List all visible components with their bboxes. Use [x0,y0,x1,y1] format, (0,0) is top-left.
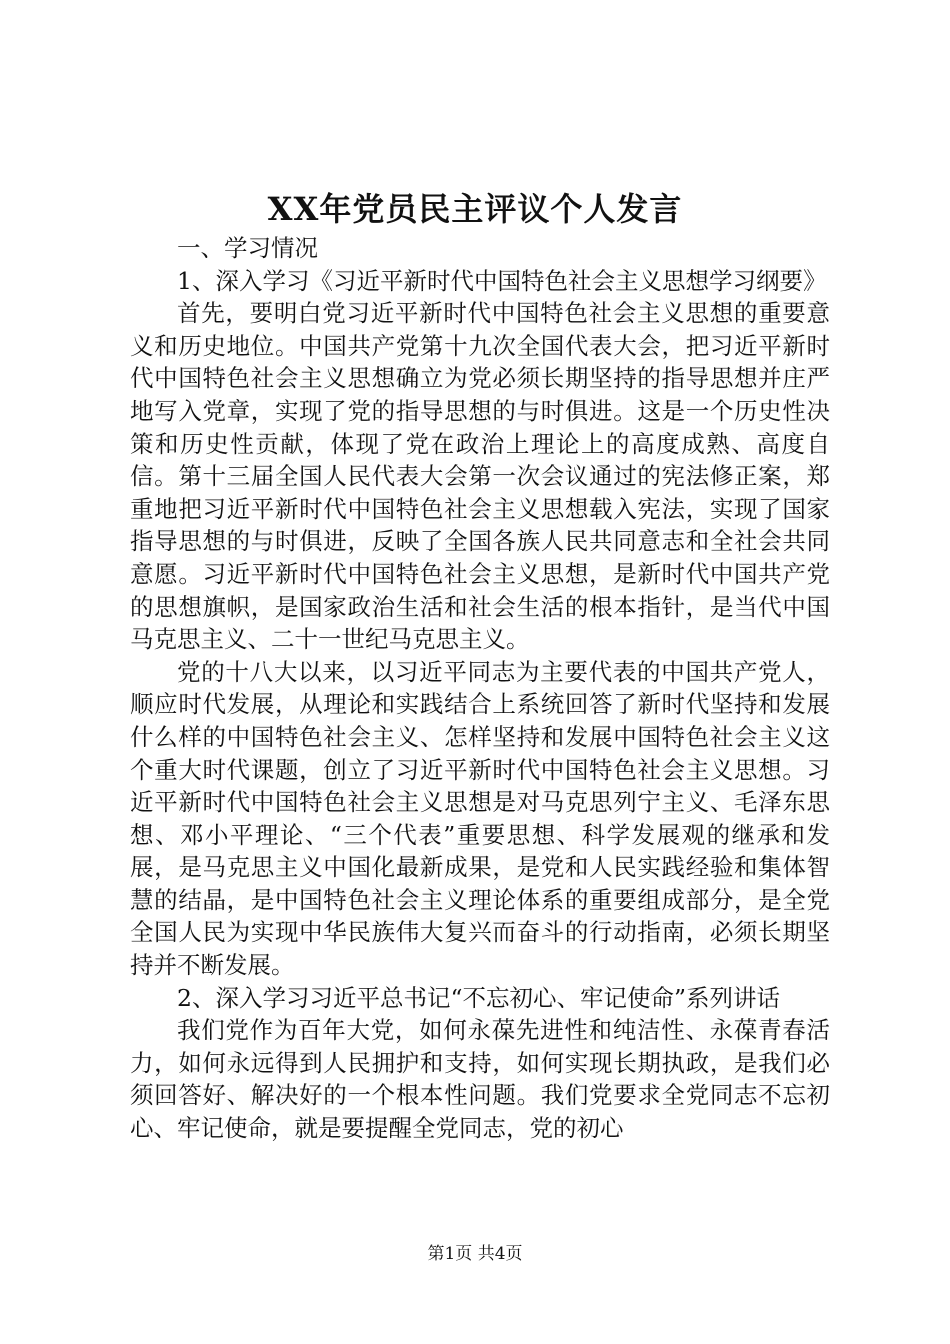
subsection-heading: 1、深入学习《习近平新时代中国特色社会主义思想学习纲要》 [177,266,827,295]
document-body [130,232,830,1145]
section-heading: 一、学习情况 [177,234,318,262]
document-title: XX年党员民主评议个人发言 [267,190,683,228]
body-paragraph: 首先，要明白党习近平新时代中国特色社会主义思想的重要意义和历史地位。中国共产党第十九次全国代表大会，把习近平新时代中国特色社会主义思想确立为党必须长期坚持的指导思想并庄严地写入党章，实现了党的指导思想的与时俱进。这是一个历史性决策和历史性贡献，体现了党在政治上理论上的高度成熟、高度自信。第十三届全国人民代表大会第一次会议通过的宪法修正案，郑重地把习近平新时代中国特色社会主义思想载入宪法，实现了国家指导思想的与时俱进，反映了全国各族人民共同意志和全社会共同意愿。习近平新时代中国特色社会主义思想，是新时代中国共产党的思想旗帜，是国家政治生活和社会生活的根本指针，是当代中国马克思主义、二十一世纪马克思主义。 [130,299,830,654]
body-paragraph: 党的十八大以来，以习近平同志为主要代表的中国共产党人，顺应时代发展，从理论和实践结合上系统回答了新时代坚持和发展什么样的中国特色社会主义、怎样坚持和发展中国特色社会主义这个重大时代课题，创立了习近平新时代中国特色社会主义思想。习近平新时代中国特色社会主义思想是对马克思列宁主义、毛泽东思想、邓小平理论、“三个代表”重要思想、科学发展观的继承和发展，是马克思主义中国化最新成果，是党和人民实践经验和集体智慧的结晶，是中国特色社会主义理论体系的重要组成部分，是全党全国人民为实现中华民族伟大复兴而奋斗的行动指南，必须长期坚持并不断发展。 [130,657,830,980]
body-paragraph: 我们党作为百年大党，如何永葆先进性和纯洁性、永葆青春活力，如何永远得到人民拥护和支持，如何实现长期执政，是我们必须回答好、解决好的一个根本性问题。我们党要求全党同志不忘初心、牢记使命，就是要提醒全党同志，党的初心 [130,1016,830,1143]
page-footer: 第1页 共4页 [427,1244,523,1264]
subsection-heading: 2、深入学习习近平总书记“不忘初心、牢记使命”系列讲话 [177,983,780,1012]
